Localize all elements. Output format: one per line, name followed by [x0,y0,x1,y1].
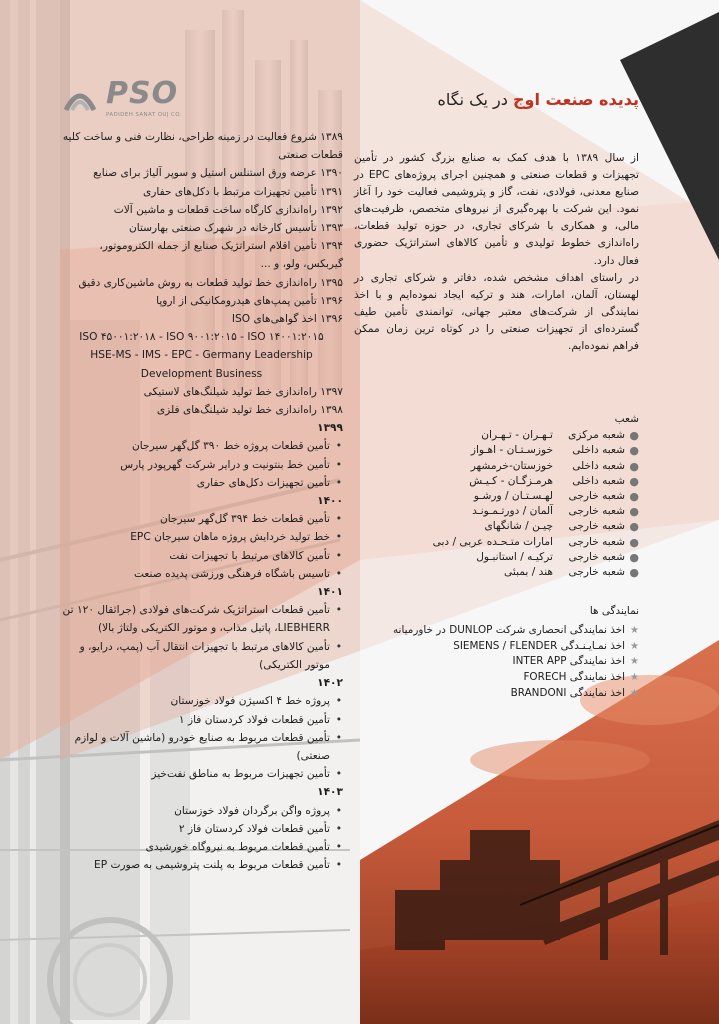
branch-row [349,504,639,519]
agency-row [339,654,639,670]
timeline-line: ۱۳۹۷ راه‌اندازی خط تولید شیلنگ‌های لاستیکی [143,385,343,398]
branch-row [349,489,639,504]
branch-location: تـهـران - تـهـران [481,429,553,442]
list-item: • تأمین تجهیزات دکل‌های حفاری [60,474,343,492]
branch-row [349,519,639,534]
list-item: • تأمین قطعات مربوط به صنایع خودرو (ماشین آلات و لوازم صنعتی) [60,729,343,765]
branch-type: شعبه داخلی [572,444,625,457]
company-logo [60,74,200,126]
branch-location: ترکیـه / استانبـول [476,550,553,563]
list-item: • تأمین خط بنتونیت و درایر شرکت گهرپودر پارس [60,456,343,474]
timeline-line: ۱۳۸۹ شروع فعالیت در زمینه طراحی، نظارت فنی و ساخت کلیه قطعات صنعتی [62,131,343,162]
list-item: • تأمین تجهیزات مربوط به مناطق نفت‌خیز [60,765,343,783]
timeline-line: ۱۳۹۴ تأمین اقلام استراتژیک صنایع از جمله الکتروموتور، گیربکس، ولو، و ... [99,240,343,271]
list-item: • تأمین کالاهای مرتبط با تجهیزات نفت [60,547,343,565]
bullet-dot-icon: ● [629,535,639,549]
bullet-dot-icon: ● [629,566,639,580]
bullet-dot-icon: ● [629,459,639,473]
list-item: • پروژه خط ۴ اکسیژن فولاد خوزستان [60,692,343,710]
logo-subtitle: PADIDEH SANAT OUJ CO. [106,112,182,118]
branch-location: هند / بمبئی [504,566,553,579]
timeline-year-list [60,510,343,583]
title-rest: در یک نگاه [437,90,513,109]
agency-label: اخذ نمـایـنـدگی SIEMENS / FLENDER [453,639,625,652]
branch-row [349,550,639,565]
branch-type: شعبه خارجی [568,490,625,503]
star-icon: ★ [630,656,639,668]
intro-paragraph-2: در راستای اهداف مشخص شده، دفاتر و شرکای تجاری در لهستان، آلمان، امارات، هند و ترکیه ایجاد نموده‌ایم و با اخذ نمایندگی از شرکت‌های معتبر جهانی، توانمندی تأمین طیف گسترده‌ای از تجهیزات صنعتی را در کوتاه ترین زمان ممکن فراهم نموده‌ایم. [354,271,639,353]
agency-label: اخذ نمایندگی BRANDONI [510,686,625,699]
star-icon: ★ [630,672,639,684]
agencies-section [339,604,639,702]
bullet-dot-icon: ● [629,444,639,458]
bullet-dot-icon: ● [629,429,639,443]
branch-type: شعبه خارجی [568,566,625,579]
logo-brand: PSO [106,76,179,111]
timeline-line: ۱۳۹۸ راه‌اندازی خط تولید شیلنگ‌های فلزی [156,404,343,417]
bullet-dot-icon: ● [629,550,639,564]
list-item: • تأمین قطعات فولاد کردستان فاز ۲ [60,820,343,838]
bullet-dot-icon: ● [629,474,639,488]
branch-row [349,443,639,458]
timeline-line-iso: ISO ۴۵۰۰۱:۲۰۱۸ - ISO ۹۰۰۱:۲۰۱۵ - ISO ۱۴۰۰۱:۲۰۱۵ [79,331,324,344]
list-item: • تأمین کالاهای مرتبط با تجهیزات انتقال آب (پمپ، درایو، و موتور الکتریکی) [60,638,343,674]
agency-row [339,670,639,686]
branch-location: خوزستان-خرمشهر [470,459,553,472]
timeline-line: ۱۳۹۶ اخذ گواهی‌های ISO [231,313,343,326]
star-icon: ★ [630,640,639,652]
timeline-line-certs: HSE-MS - IMS - EPC - Germany Leadership Development Business [90,349,313,380]
list-item: • پروژه واگن برگردان فولاد خوزستان [60,802,343,820]
timeline-year-list [60,601,343,674]
timeline-year-list [60,692,343,783]
branch-type: شعبه خارجی [568,505,625,518]
star-icon: ★ [630,624,639,636]
list-item: • تأمین قطعات فولاد کردستان فاز ۱ [60,711,343,729]
branch-location: آلمان / دورتـمـونـد [472,505,553,518]
list-item: • خط تولید خردایش پروژه ماهان سیرجان EPC [60,528,343,546]
bullet-dot-icon: ● [629,490,639,504]
agencies-header: نمایندگی ها [589,605,639,617]
intro-paragraph-1: از سال ۱۳۸۹ با هدف کمک به صنایع بزرگ کشور در تأمین تجهیزات و قطعات صنعتی و همچنین اجرای پروژه‌های EPC در صنایع معدنی، فولادی، نفت، گاز و پتروشیمی فعالیت خود را آغاز نمود. این شرکت با بهره‌گیری از نیروهای متخصص، ظرفیت‌های مالی، و همکاری با شرکای تجاری، در حوزه تولید قطعات، راه‌اندازی خطوط تولیدی و تأمین کالاهای استراتژیک حضوری فعال دارد. [354,152,639,267]
branch-row [349,565,639,580]
branch-row [349,535,639,550]
branch-location: خوزسـتـان - اهـواز [470,444,553,457]
branch-location: لهـسـتـان / ورشـو [473,490,553,503]
timeline-year: ۱۳۹۹ [317,422,343,435]
star-icon: ★ [630,687,639,699]
list-item: • تأمین قطعات خط ۳۹۴ گل‌گهر سیرجان [60,510,343,528]
agency-row [339,686,639,702]
bullet-dot-icon: ● [629,520,639,534]
agency-row [339,623,639,639]
timeline-line: ۱۳۹۵ راه‌اندازی خط تولید قطعات به روش ماشین‌کاری دقیق [78,276,343,289]
branch-type: شعبه خارجی [568,520,625,533]
list-item: • تأمین قطعات مربوط به پلنت پتروشیمی به صورت EP [60,856,343,874]
branch-type: شعبه داخلی [572,474,625,487]
branches-header: شعب [614,413,639,425]
branch-type: شعبه خارجی [568,550,625,563]
title-accent: پدیده صنعت اوج [512,90,639,109]
branch-type: شعبه خارجی [568,535,625,548]
timeline-year-list [60,437,343,492]
list-item: • تأمین قطعات استراتژیک شرکت‌های فولادی (جراثقال ۱۲۰ تن LIEBHERR، پاتیل مذاب، و موتور الکتریکی ولتاژ بالا) [60,601,343,637]
timeline-line: ۱۳۹۱ تأمین تجهیزات مرتبط با دکل‌های حفاری [142,185,343,198]
intro-section [354,150,639,355]
branch-row [349,459,639,474]
timeline-year: ۱۴۰۳ [317,786,343,799]
branch-type: شعبه مرکزی [568,429,625,442]
logo-mark-icon [60,80,100,120]
timeline-year: ۱۴۰۱ [317,586,343,599]
branch-location: چیـن / شانگهای [484,520,553,533]
bullet-dot-icon: ● [629,505,639,519]
timeline-year-list [60,802,343,875]
branches-section [349,412,639,580]
list-item: • تأمین قطعات مربوط به نیروگاه خورشیدی [60,838,343,856]
branch-location: هرمـزگـان - کـیـش [469,474,553,487]
timeline-line: ۱۳۹۰ عرضه ورق استنلس استیل و سوپر آلیاژ برای صنایع [93,167,343,180]
agency-label: اخذ نمایندگی FORECH [523,671,625,684]
timeline-year: ۱۴۰۲ [317,677,343,690]
branch-type: شعبه داخلی [572,459,625,472]
list-item: • تاسیس باشگاه فرهنگی ورزشی پدیده صنعت [60,565,343,583]
timeline-line: ۱۳۹۶ تأمین پمپ‌های هیدرومکانیکی از اروپا [156,294,343,307]
list-item: • تأمین قطعات پروژه خط ۳۹۰ گل‌گهر سیرجان [60,437,343,455]
agency-row [339,639,639,655]
timeline-section [60,128,343,874]
branch-location: امارات متـحـده عربی / دبی [432,535,553,548]
agency-label: اخذ نمایندگی انحصاری شرکت DUNLOP در خاورمیانه [392,623,625,636]
agency-label: اخذ نمایندگی INTER APP [512,655,625,668]
timeline-line: ۱۳۹۲ راه‌اندازی کارگاه ساخت قطعات و ماشین آلات [113,203,343,216]
page-title [438,90,639,109]
timeline-year: ۱۴۰۰ [317,495,343,508]
branch-row [349,428,639,443]
timeline-line: ۱۳۹۳ تأسیس کارخانه در شهرک صنعتی بهارستان [128,222,343,235]
branch-row [349,474,639,489]
